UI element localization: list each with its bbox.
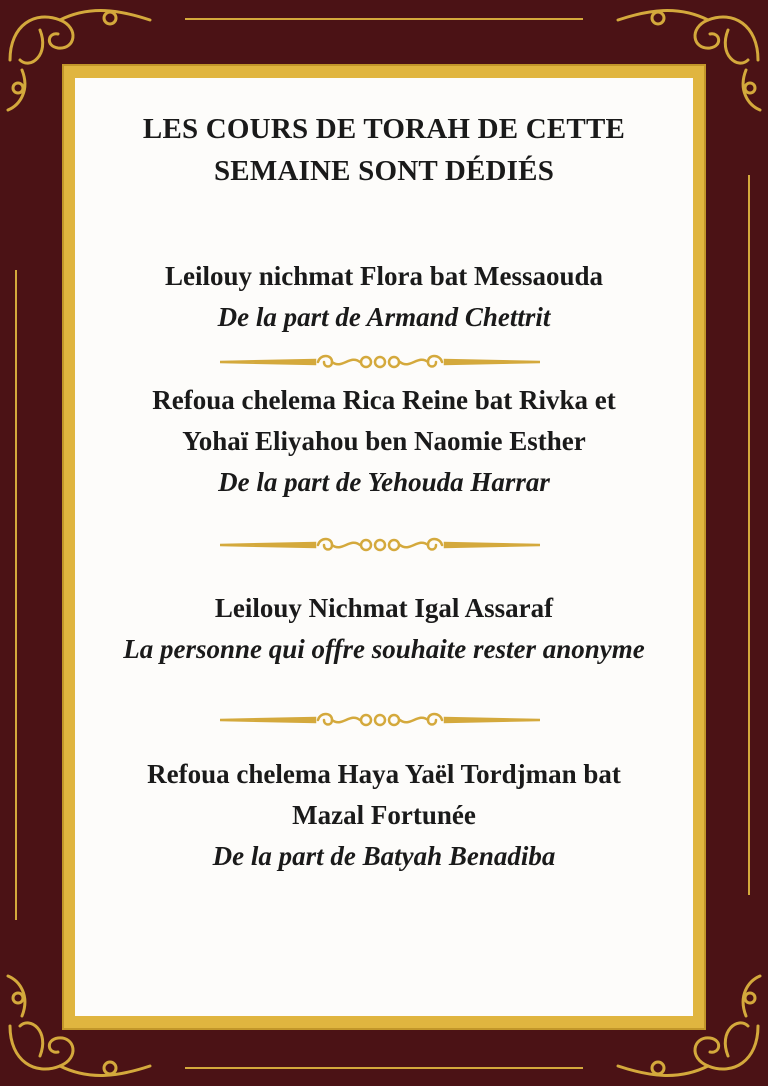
page-title bbox=[75, 108, 693, 192]
left-rule bbox=[15, 270, 17, 920]
dedication-content bbox=[75, 78, 693, 1016]
dedication-line: Refoua chelema Haya Yaël Tordjman bat bbox=[147, 759, 621, 789]
dedication-from: De la part de Batyah Benadiba bbox=[212, 841, 556, 871]
dedication-from: De la part de Armand Chettrit bbox=[217, 302, 551, 332]
dedication-line: Leilouy nichmat Flora bat Messaouda bbox=[164, 261, 603, 291]
title-line-2: SEMAINE SONT DÉDIÉS bbox=[213, 155, 555, 187]
ornament-divider bbox=[220, 708, 540, 732]
dedication-line: Mazal Fortunée bbox=[292, 800, 476, 830]
dedication-from: De la part de Yehouda Harrar bbox=[218, 467, 550, 497]
dedication-from: La personne qui offre souhaite rester anonyme bbox=[123, 634, 645, 664]
right-rule bbox=[748, 175, 750, 895]
title-line-1: LES COURS DE TORAH DE CETTE bbox=[142, 113, 626, 145]
bottom-rule bbox=[185, 1067, 583, 1069]
ornament-divider bbox=[220, 350, 540, 374]
dedication-4 bbox=[75, 754, 693, 877]
dedication-1 bbox=[75, 256, 693, 338]
dedication-line: Yohaï Eliyahou ben Naomie Esther bbox=[182, 426, 586, 456]
ornament-divider bbox=[220, 533, 540, 557]
dedication-2 bbox=[75, 380, 693, 503]
dedication-3 bbox=[75, 588, 693, 670]
dedication-line: Leilouy Nichmat Igal Assaraf bbox=[214, 593, 554, 623]
top-rule bbox=[185, 18, 583, 20]
dedication-line: Refoua chelema Rica Reine bat Rivka et bbox=[152, 385, 616, 415]
